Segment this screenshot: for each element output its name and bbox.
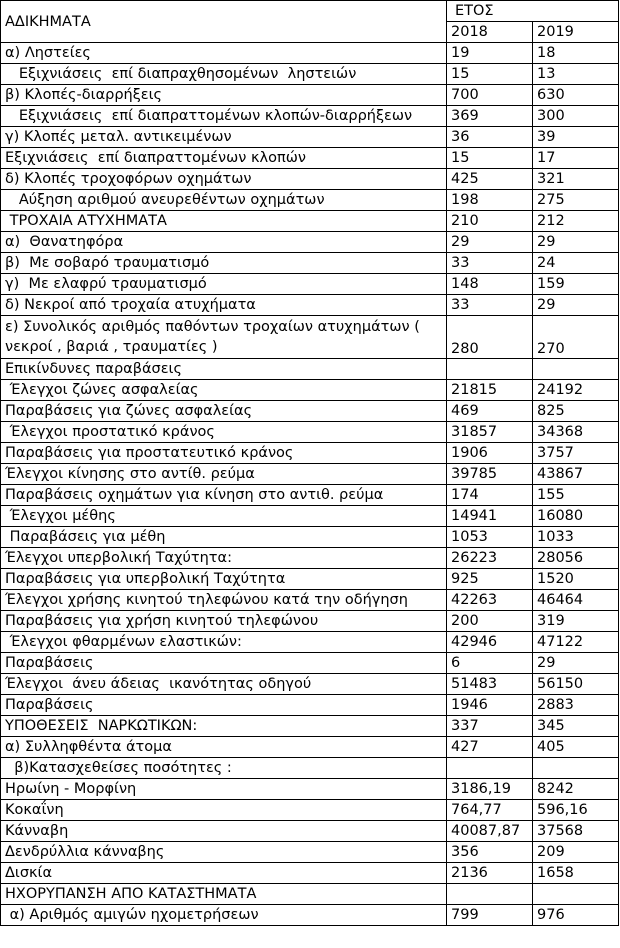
value-2019: 405	[533, 737, 619, 758]
table-row	[1, 905, 619, 926]
row-label: Δενδρύλλια κάνναβης	[1, 842, 447, 863]
value-2018: 14941	[447, 506, 533, 527]
table-row	[1, 127, 619, 148]
value-2018: 764,77	[447, 800, 533, 821]
value-2019	[533, 884, 619, 905]
value-2018: 39785	[447, 464, 533, 485]
value-2019: 1033	[533, 527, 619, 548]
value-2019: 321	[533, 169, 619, 190]
table-row	[1, 506, 619, 527]
value-2018: 280	[447, 316, 533, 359]
table-row	[1, 443, 619, 464]
value-2018	[447, 359, 533, 380]
row-label: Παραβάσεις για ζώνες ασφαλείας	[1, 401, 447, 422]
value-2018: 2136	[447, 863, 533, 884]
value-2019: 37568	[533, 821, 619, 842]
value-2019: 47122	[533, 632, 619, 653]
row-label: Παραβάσεις	[1, 653, 447, 674]
table-row	[1, 85, 619, 106]
value-2018: 356	[447, 842, 533, 863]
value-2019: 34368	[533, 422, 619, 443]
row-label: Έλεγχοι υπερβολική Ταχύτητα:	[1, 548, 447, 569]
row-label: Παραβάσεις οχημάτων για κίνηση στο αντιθ. ρεύμα	[1, 485, 447, 506]
value-2018: 1906	[447, 443, 533, 464]
year-group-header: ΕΤΟΣ	[447, 1, 619, 22]
row-label: ΥΠΟΘΕΣΕΙΣ ΝΑΡΚΩΤΙΚΩΝ:	[1, 716, 447, 737]
value-2019	[533, 758, 619, 779]
row-label: Έλεγχοι μέθης	[1, 506, 447, 527]
table-row	[1, 401, 619, 422]
row-label: Παραβάσεις για προστατευτικό κράνος	[1, 443, 447, 464]
value-2019: 13	[533, 64, 619, 85]
value-2019: 825	[533, 401, 619, 422]
value-2019: 1520	[533, 569, 619, 590]
value-2018: 42263	[447, 590, 533, 611]
value-2019: 24	[533, 253, 619, 274]
value-2018: 26223	[447, 548, 533, 569]
value-2018: 33	[447, 253, 533, 274]
value-2019: 345	[533, 716, 619, 737]
table-row	[1, 863, 619, 884]
value-2019: 2883	[533, 695, 619, 716]
row-label: ΗΧΟΡΥΠΑΝΣΗ ΑΠΟ ΚΑΤΑΣΤΗΜΑΤΑ	[1, 884, 447, 905]
value-2019: 56150	[533, 674, 619, 695]
value-2018: 1946	[447, 695, 533, 716]
row-label: Έλεγχοι χρήσης κινητού τηλεφώνου κατά την οδήγηση	[1, 590, 447, 611]
row-label: ε) Συνολικός αριθμός παθόντων τροχαίων ατυχημάτων ( νεκροί , βαριά , τραυματίες )	[1, 316, 447, 359]
value-2018: 51483	[447, 674, 533, 695]
value-2018: 29	[447, 232, 533, 253]
value-2018: 369	[447, 106, 533, 127]
table-row	[1, 527, 619, 548]
value-2019: 8242	[533, 779, 619, 800]
table-row	[1, 485, 619, 506]
row-label: Παραβάσεις για υπερβολική Ταχύτητα	[1, 569, 447, 590]
row-label: α) Ληστείες	[1, 43, 447, 64]
value-2018: 337	[447, 716, 533, 737]
value-2018: 1053	[447, 527, 533, 548]
table-row	[1, 611, 619, 632]
value-2019: 39	[533, 127, 619, 148]
value-2018: 33	[447, 295, 533, 316]
row-label: Έλεγχοι άνευ άδειας ικανότητας οδηγού	[1, 674, 447, 695]
value-2018	[447, 884, 533, 905]
value-2018: 200	[447, 611, 533, 632]
row-label: α) Συλληφθέντα άτομα	[1, 737, 447, 758]
value-2019: 46464	[533, 590, 619, 611]
value-2019: 17	[533, 148, 619, 169]
row-label: Εξιχνιάσεις επί διαπραττομένων κλοπών	[1, 148, 447, 169]
table-row	[1, 380, 619, 401]
value-2018: 425	[447, 169, 533, 190]
table-row	[1, 632, 619, 653]
value-2018: 148	[447, 274, 533, 295]
value-2019: 29	[533, 232, 619, 253]
row-label: ΤΡΟΧΑΙΑ ΑΤΥΧΗΜΑΤΑ	[1, 211, 447, 232]
value-2018: 925	[447, 569, 533, 590]
row-label: Αύξηση αριθμού ανευρεθέντων οχημάτων	[1, 190, 447, 211]
value-2019: 24192	[533, 380, 619, 401]
value-2018: 21815	[447, 380, 533, 401]
year-2019-header: 2019	[533, 22, 619, 43]
value-2019: 3757	[533, 443, 619, 464]
table-row	[1, 695, 619, 716]
value-2019: 270	[533, 316, 619, 359]
table-row	[1, 842, 619, 863]
row-label: Κοκαΐνη	[1, 800, 447, 821]
value-2019: 300	[533, 106, 619, 127]
value-2019: 18	[533, 43, 619, 64]
table-row	[1, 737, 619, 758]
value-2019: 275	[533, 190, 619, 211]
row-label: Κάνναβη	[1, 821, 447, 842]
value-2019: 1658	[533, 863, 619, 884]
value-2019: 28056	[533, 548, 619, 569]
value-2019: 630	[533, 85, 619, 106]
value-2019	[533, 359, 619, 380]
row-label: Παραβάσεις για μέθη	[1, 527, 447, 548]
row-label: Εξιχνιάσεις επί διαπραττομένων κλοπών-διαρρήξεων	[1, 106, 447, 127]
value-2019: 159	[533, 274, 619, 295]
table-row	[1, 821, 619, 842]
value-2018: 700	[447, 85, 533, 106]
row-label: Έλεγχοι ζώνες ασφαλείας	[1, 380, 447, 401]
row-label: Παραβάσεις για χρήση κινητού τηλεφώνου	[1, 611, 447, 632]
table-row	[1, 274, 619, 295]
table-row	[1, 464, 619, 485]
row-label: γ) Κλοπές μεταλ. αντικειμένων	[1, 127, 447, 148]
table-row	[1, 674, 619, 695]
value-2018: 469	[447, 401, 533, 422]
row-label: δ) Κλοπές τροχοφόρων οχημάτων	[1, 169, 447, 190]
table-row	[1, 295, 619, 316]
table-row	[1, 884, 619, 905]
value-2019: 209	[533, 842, 619, 863]
table-row	[1, 590, 619, 611]
value-2018: 15	[447, 64, 533, 85]
value-2019: 155	[533, 485, 619, 506]
value-2019: 319	[533, 611, 619, 632]
value-2018: 36	[447, 127, 533, 148]
table-row	[1, 43, 619, 64]
value-2018: 19	[447, 43, 533, 64]
table-row	[1, 64, 619, 85]
value-2019: 212	[533, 211, 619, 232]
table-row	[1, 779, 619, 800]
table-row	[1, 800, 619, 821]
value-2019: 16080	[533, 506, 619, 527]
table-row	[1, 422, 619, 443]
value-2019: 596,16	[533, 800, 619, 821]
table-row	[1, 232, 619, 253]
table-row	[1, 169, 619, 190]
value-2019: 29	[533, 653, 619, 674]
table-row	[1, 211, 619, 232]
row-label: Δισκία	[1, 863, 447, 884]
offenses-header: ΑΔΙΚΗΜΑΤΑ	[1, 1, 447, 43]
value-2018: 174	[447, 485, 533, 506]
table-row	[1, 359, 619, 380]
table-row	[1, 653, 619, 674]
row-label: γ) Με ελαφρύ τραυματισμό	[1, 274, 447, 295]
value-2018: 31857	[447, 422, 533, 443]
value-2019: 29	[533, 295, 619, 316]
value-2019: 43867	[533, 464, 619, 485]
value-2018: 40087,87	[447, 821, 533, 842]
value-2018: 6	[447, 653, 533, 674]
row-label: Ηρωίνη - Μορφίνη	[1, 779, 447, 800]
row-label: δ) Νεκροί από τροχαία ατυχήματα	[1, 295, 447, 316]
value-2018: 42946	[447, 632, 533, 653]
row-label: Εξιχνιάσεις επί διαπραχθησομένων ληστειών	[1, 64, 447, 85]
value-2018: 198	[447, 190, 533, 211]
row-label: Έλεγχοι κίνησης στο αντίθ. ρεύμα	[1, 464, 447, 485]
row-label: β)Κατασχεθείσες ποσότητες :	[1, 758, 447, 779]
table-row	[1, 190, 619, 211]
table-row	[1, 253, 619, 274]
table-row	[1, 569, 619, 590]
value-2018: 427	[447, 737, 533, 758]
row-label: Έλεγχοι προστατικό κράνος	[1, 422, 447, 443]
value-2018	[447, 758, 533, 779]
row-label: β) Κλοπές-διαρρήξεις	[1, 85, 447, 106]
row-label: Επικίνδυνες παραβάσεις	[1, 359, 447, 380]
table-row	[1, 548, 619, 569]
table-row	[1, 758, 619, 779]
value-2018: 210	[447, 211, 533, 232]
row-label: β) Με σοβαρό τραυματισμό	[1, 253, 447, 274]
value-2018: 799	[447, 905, 533, 926]
header-row-top	[1, 1, 619, 22]
row-label: α) Αριθμός αμιγών ηχομετρήσεων	[1, 905, 447, 926]
value-2018: 15	[447, 148, 533, 169]
row-label: α) Θανατηφόρα	[1, 232, 447, 253]
table-row	[1, 716, 619, 737]
table-row	[1, 148, 619, 169]
table-row	[1, 106, 619, 127]
value-2018: 3186,19	[447, 779, 533, 800]
row-label: Παραβάσεις	[1, 695, 447, 716]
table-row	[1, 316, 619, 359]
year-2018-header: 2018	[447, 22, 533, 43]
row-label: Έλεγχοι φθαρμένων ελαστικών:	[1, 632, 447, 653]
value-2019: 976	[533, 905, 619, 926]
